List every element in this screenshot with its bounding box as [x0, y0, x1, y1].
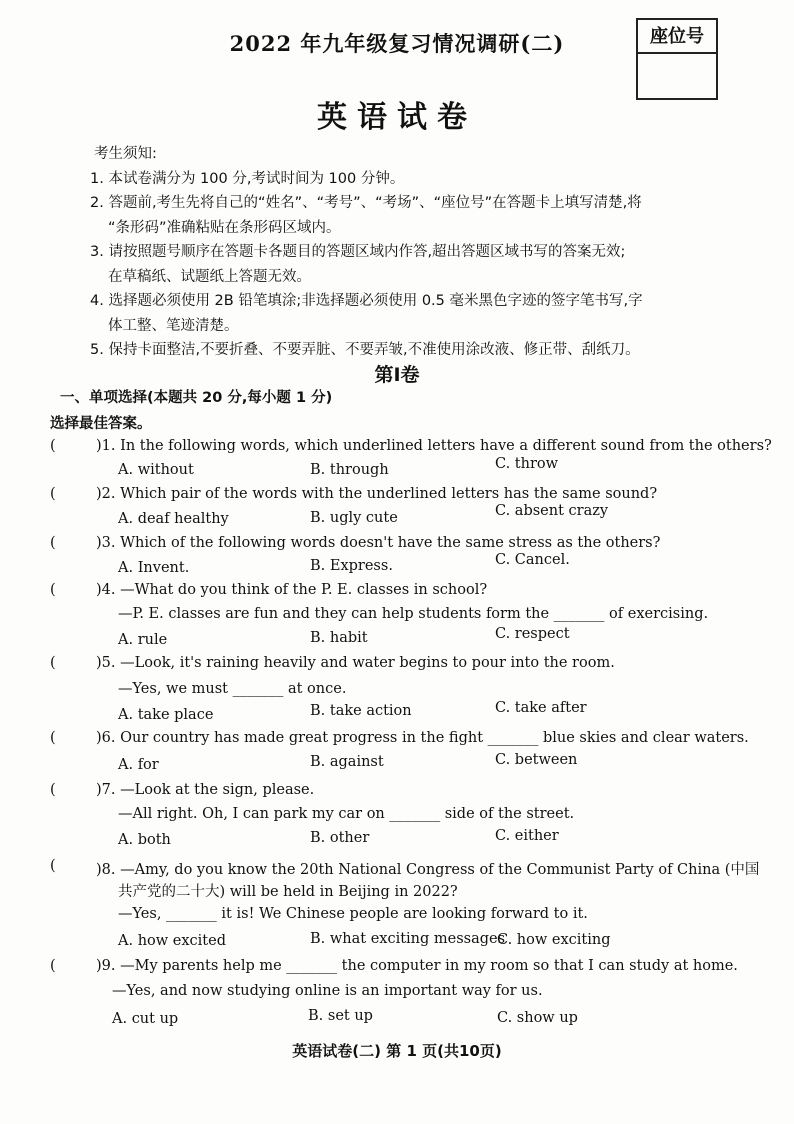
option-b: B. other [310, 830, 370, 846]
seat-number-box [636, 18, 718, 100]
answer-bracket: ( [50, 582, 56, 598]
option-a: A. deaf healthy [118, 511, 229, 527]
option-a: A. how excited [118, 933, 226, 949]
notice-item: “条形码”准确粘贴在条形码区域内。 [108, 219, 341, 236]
question-dialogue-line: —P. E. classes are fun and they can help students form the _______ of exercising. [118, 606, 709, 622]
page-footer: 英语试卷(二) 第 1 页(共10页) [292, 1042, 502, 1060]
volume-title: 第Ⅰ卷 [374, 364, 420, 386]
option-c: C. either [495, 828, 559, 844]
exam-title: 2022 年九年级复习情况调研(二) [229, 31, 565, 56]
option-a: A. Invent. [118, 560, 190, 576]
answer-bracket: ( [50, 535, 56, 551]
option-b: B. ugly cute [310, 510, 398, 526]
question-stem: )5. —Look, it's raining heavily and water begins to pour into the room. [96, 655, 615, 671]
option-c: C. Cancel. [495, 552, 570, 568]
option-a: A. cut up [112, 1011, 179, 1027]
question-stem: )3. Which of the following words doesn't have the same stress as the others? [96, 535, 661, 551]
option-b: B. habit [310, 630, 368, 646]
question-dialogue-line: —Yes, _______ it is! We Chinese people are looking forward to it. [118, 906, 588, 922]
question-stem: )6. Our country has made great progress in the fight _______ blue skies and clear waters. [96, 730, 749, 746]
option-b: B. what exciting messages [310, 931, 506, 947]
option-c: C. between [495, 752, 578, 768]
option-a: A. rule [118, 632, 168, 648]
question-stem: )1. In the following words, which underlined letters have a different sound from the others? [96, 438, 772, 454]
option-b: B. take action [310, 703, 412, 719]
candidate-notice [90, 142, 730, 363]
option-a: A. without [118, 462, 194, 478]
option-a: A. both [118, 832, 171, 848]
notice-item: 2. 答题前,考生先将自己的“姓名”、“考号”、“考场”、“座位号”在答题卡上填写清楚,将 [90, 195, 642, 211]
subject-title: 英语试卷 [317, 100, 477, 135]
answer-bracket: ( [50, 858, 56, 874]
option-b: B. through [310, 462, 389, 478]
question-dialogue-line: 共产党的二十大) will be held in Beijing in 2022? [118, 884, 458, 900]
question-stem: )7. —Look at the sign, please. [96, 782, 315, 798]
notice-heading: 考生须知: [94, 146, 157, 162]
notice-item: 体工整、笔迹清楚。 [108, 317, 239, 334]
notice-item: 4. 选择题必须使用 2B 铅笔填涂;非选择题必须使用 0.5 毫米黑色字迹的签字笔书写,字 [90, 293, 643, 309]
section-title: 一、单项选择(本题共 20 分,每小题 1 分) [60, 390, 333, 406]
option-c: C. how exciting [497, 932, 611, 948]
section-instruction: 选择最佳答案。 [50, 416, 152, 432]
question-stem: )2. Which pair of the words with the underlined letters has the same sound? [96, 486, 658, 502]
option-c: C. absent crazy [495, 503, 609, 519]
option-a: A. take place [118, 707, 214, 723]
answer-bracket: ( [50, 655, 56, 671]
option-b: B. Express. [310, 558, 393, 574]
option-b: B. against [310, 754, 384, 770]
option-c: C. respect [495, 626, 570, 642]
seat-number-label: 座位号 [638, 22, 716, 54]
option-b: B. set up [308, 1008, 373, 1024]
notice-item: 3. 请按照题号顺序在答题卡各题目的答题区域内作答,超出答题区域书写的答案无效; [90, 244, 626, 260]
option-a: A. for [118, 757, 159, 773]
question-dialogue-line: —All right. Oh, I can park my car on _______ side of the street. [118, 806, 575, 822]
option-c: C. take after [495, 700, 587, 716]
question-stem: )4. —What do you think of the P. E. classes in school? [96, 582, 488, 598]
option-c: C. throw [495, 456, 559, 472]
question-stem: )8. —Amy, do you know the 20th National Congress of the Communist Party of China (中国 [96, 862, 760, 878]
notice-item: 1. 本试卷满分为 100 分,考试时间为 100 分钟。 [90, 170, 405, 187]
option-c: C. show up [497, 1010, 578, 1026]
answer-bracket: ( [50, 782, 56, 798]
answer-bracket: ( [50, 486, 56, 502]
notice-item: 在草稿纸、试题纸上答题无效。 [108, 268, 311, 285]
notice-item: 5. 保持卡面整洁,不要折叠、不要弄脏、不要弄皱,不准使用涂改液、修正带、刮纸刀。 [90, 342, 640, 358]
question-stem: )9. —My parents help me _______ the computer in my room so that I can study at home. [96, 958, 738, 974]
question-dialogue-line: —Yes, and now studying online is an important way for us. [112, 983, 543, 999]
question-dialogue-line: —Yes, we must _______ at once. [118, 681, 347, 697]
answer-bracket: ( [50, 958, 56, 974]
answer-bracket: ( [50, 438, 56, 454]
answer-bracket: ( [50, 730, 56, 746]
